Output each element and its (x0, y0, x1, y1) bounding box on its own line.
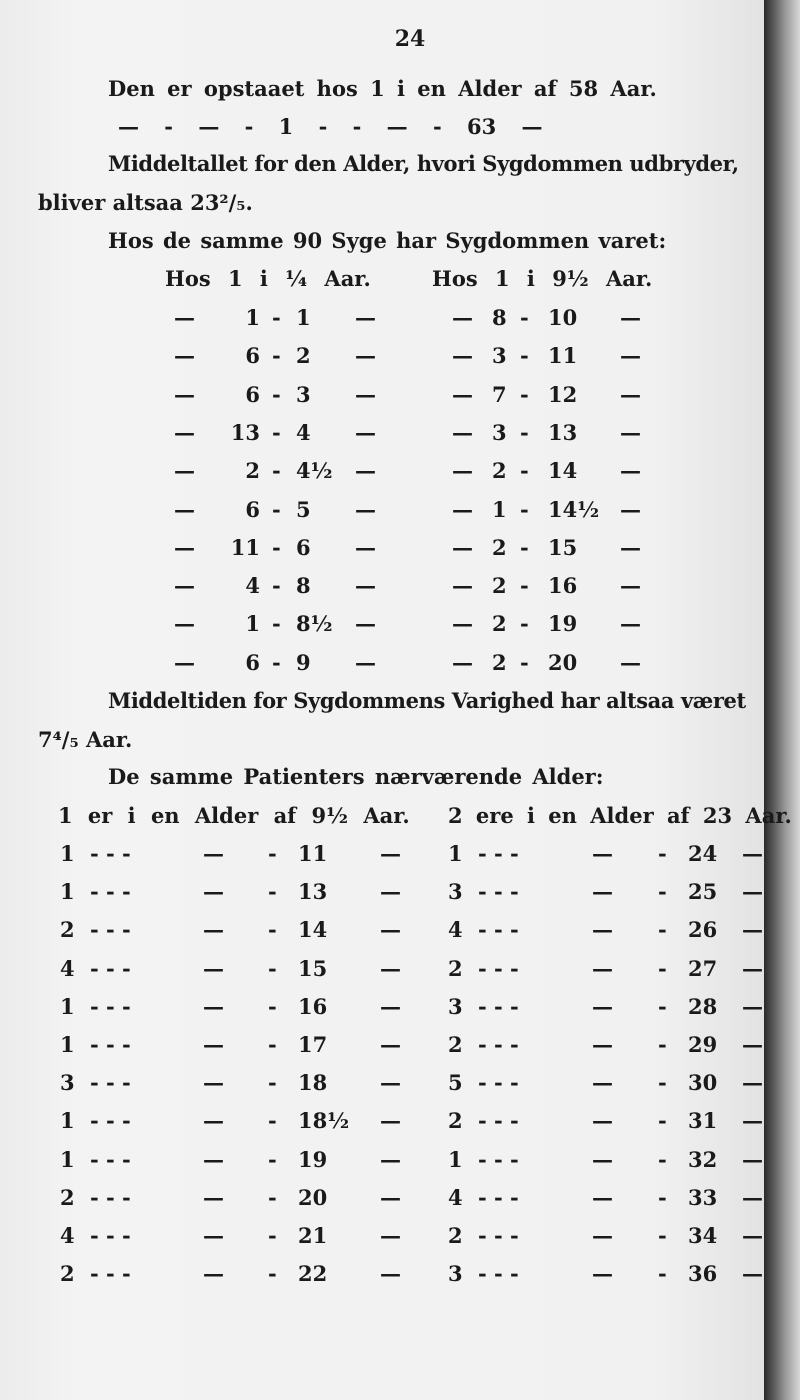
text-line-3: Middeltallet for den Alder, hvori Sygdommen udbryder, (108, 151, 739, 176)
row-dash: — (592, 1146, 613, 1172)
age-left: 19 (298, 1146, 328, 1172)
row-hyphen: - (658, 1032, 667, 1057)
row-dots: - - - (478, 1108, 519, 1134)
row-dash: — (203, 1032, 224, 1057)
row-hyphen: - (658, 1108, 667, 1134)
row-dash: — (380, 1032, 401, 1057)
age-left: 21 (298, 1223, 328, 1248)
row-hyphen: - (268, 917, 277, 943)
row-dash: — (592, 917, 613, 943)
count-left: 1 (60, 841, 75, 866)
row-hyphen: - (272, 573, 281, 599)
row-dash: — (452, 305, 473, 330)
row-dash: — (203, 1146, 224, 1172)
row-hyphen: - (268, 879, 277, 905)
count-left: 6 (245, 381, 260, 407)
row-hyphen: - (658, 1070, 667, 1096)
count-left: 2 (245, 458, 260, 484)
row-dash: — (742, 1032, 763, 1057)
count-left: 3 (60, 1070, 75, 1096)
count-right: 2 (492, 458, 507, 484)
row-dash: — (380, 841, 401, 866)
count-right: 2 (448, 1223, 463, 1248)
row-dash: — (620, 343, 641, 369)
row-hyphen: - (268, 1070, 277, 1096)
row-dots: - - - (478, 841, 519, 866)
text-line-1: Den er opstaaet hos 1 i en Alder af 58 Aar. (108, 76, 657, 101)
years-left: 6 (296, 534, 311, 560)
count-left: 1 (60, 1146, 75, 1172)
row-dash: — (355, 534, 376, 560)
duration-header-left: Hos 1 i ¼ Aar. (165, 266, 371, 291)
row-dots: - - - (90, 841, 131, 866)
row-dash: — (742, 879, 763, 905)
row-dash: — (174, 458, 195, 484)
text-line-7: Middeltiden for Sygdommens Varighed har altsaa været (108, 688, 746, 713)
row-dash: — (174, 343, 195, 369)
row-dash: — (174, 381, 195, 407)
count-right: 2 (492, 534, 507, 560)
row-hyphen: - (520, 573, 529, 599)
age-right: 29 (688, 1032, 718, 1057)
row-hyphen: - (520, 305, 529, 330)
row-hyphen: - (272, 649, 281, 675)
row-dash: — (174, 305, 195, 330)
years-right: 13 (548, 419, 578, 445)
count-left: 6 (245, 496, 260, 522)
age-left: 18½ (298, 1108, 350, 1134)
row-dash: — (742, 1184, 763, 1210)
page-number: 24 (394, 26, 426, 52)
row-dots: - - - (90, 1261, 131, 1287)
row-hyphen: - (272, 419, 281, 445)
row-hyphen: - (272, 496, 281, 522)
row-hyphen: - (268, 1223, 277, 1248)
row-dash: — (355, 381, 376, 407)
count-right: 2 (492, 573, 507, 599)
row-dash: — (620, 649, 641, 675)
row-dash: — (592, 1184, 613, 1210)
row-hyphen: - (268, 1108, 277, 1134)
row-dash: — (592, 841, 613, 866)
row-dash: — (174, 649, 195, 675)
count-right: 3 (492, 343, 507, 369)
row-dash: — (203, 955, 224, 981)
age-right: 28 (688, 993, 718, 1019)
count-left: 1 (245, 611, 260, 637)
row-hyphen: - (520, 419, 529, 445)
row-dash: — (355, 649, 376, 675)
count-left: 2 (60, 1261, 75, 1287)
age-left: 17 (298, 1032, 328, 1057)
row-dash: — (742, 1261, 763, 1287)
row-dash: — (380, 917, 401, 943)
row-hyphen: - (268, 841, 277, 866)
row-dash: — (174, 534, 195, 560)
row-dash: — (452, 573, 473, 599)
row-hyphen: - (658, 1146, 667, 1172)
row-hyphen: - (658, 917, 667, 943)
years-right: 11 (548, 343, 578, 369)
years-right: 16 (548, 573, 578, 599)
years-right: 10 (548, 305, 578, 330)
book-spine (764, 0, 800, 1400)
row-dots: - - - (90, 917, 131, 943)
row-dash: — (452, 534, 473, 560)
row-dash: — (174, 496, 195, 522)
age-right: 24 (688, 841, 718, 866)
count-right: 4 (448, 1184, 463, 1210)
row-hyphen: - (658, 1184, 667, 1210)
row-dots: - - - (478, 1184, 519, 1210)
count-right: 1 (448, 841, 463, 866)
row-dash: — (203, 1184, 224, 1210)
row-dash: — (380, 1184, 401, 1210)
row-dash: — (620, 611, 641, 637)
row-dash: — (620, 305, 641, 330)
row-dash: — (203, 1108, 224, 1134)
age-right: 27 (688, 955, 718, 981)
count-left: 1 (60, 1032, 75, 1057)
count-left: 1 (60, 993, 75, 1019)
row-dots: - - - (478, 955, 519, 981)
row-dash: — (174, 611, 195, 637)
count-right: 2 (448, 1032, 463, 1057)
row-dash: — (742, 917, 763, 943)
row-hyphen: - (268, 1146, 277, 1172)
row-hyphen: - (520, 649, 529, 675)
count-right: 4 (448, 917, 463, 943)
count-right: 2 (448, 955, 463, 981)
count-left: 4 (60, 1223, 75, 1248)
years-left: 8 (296, 573, 311, 599)
row-dash: — (592, 1223, 613, 1248)
row-dash: — (380, 1070, 401, 1096)
age-right: 32 (688, 1146, 718, 1172)
row-dash: — (742, 1108, 763, 1134)
age-right: 34 (688, 1223, 718, 1248)
row-hyphen: - (658, 841, 667, 866)
row-hyphen: - (658, 1261, 667, 1287)
years-right: 19 (548, 611, 578, 637)
row-hyphen: - (658, 1223, 667, 1248)
count-right: 8 (492, 305, 507, 330)
text-line-4: bliver altsaa 23²/₅. (38, 190, 253, 215)
row-dash: — (592, 993, 613, 1019)
age-right: 25 (688, 879, 718, 905)
years-right: 20 (548, 649, 578, 675)
row-dash: — (620, 573, 641, 599)
row-dash: — (174, 573, 195, 599)
age-left: 11 (298, 841, 328, 866)
count-right: 3 (492, 419, 507, 445)
row-dash: — (742, 1070, 763, 1096)
row-dots: - - - (90, 955, 131, 981)
years-left: 4 (296, 419, 311, 445)
row-hyphen: - (520, 343, 529, 369)
row-dash: — (380, 1108, 401, 1134)
row-dots: - - - (90, 879, 131, 905)
row-dots: - - - (478, 1261, 519, 1287)
age-left: 20 (298, 1184, 328, 1210)
count-left: 1 (60, 879, 75, 905)
row-hyphen: - (658, 955, 667, 981)
row-dots: - - - (478, 879, 519, 905)
count-left: 6 (245, 343, 260, 369)
row-dots: - - - (90, 1146, 131, 1172)
row-hyphen: - (268, 955, 277, 981)
row-dash: — (742, 1146, 763, 1172)
row-dash: — (592, 1032, 613, 1057)
row-dash: — (380, 993, 401, 1019)
row-dots: - - - (478, 1070, 519, 1096)
row-dash: — (355, 305, 376, 330)
row-hyphen: - (272, 343, 281, 369)
row-dash: — (452, 649, 473, 675)
row-dash: — (592, 879, 613, 905)
row-hyphen: - (272, 534, 281, 560)
count-left: 6 (245, 649, 260, 675)
row-dash: — (380, 1261, 401, 1287)
count-right: 3 (448, 879, 463, 905)
count-left: 1 (245, 305, 260, 330)
count-left: 4 (60, 955, 75, 981)
row-dash: — (620, 534, 641, 560)
text-line-5: Hos de samme 90 Syge har Sygdommen varet: (108, 228, 667, 253)
age-header-right: 2 ere i en Alder af 23 Aar. (448, 803, 792, 828)
age-left: 18 (298, 1070, 328, 1096)
count-right: 1 (448, 1146, 463, 1172)
row-dash: — (355, 573, 376, 599)
row-dash: — (380, 955, 401, 981)
row-hyphen: - (658, 993, 667, 1019)
row-dots: - - - (90, 1070, 131, 1096)
text-line-9: De samme Patienters nærværende Alder: (108, 764, 604, 789)
row-dash: — (620, 496, 641, 522)
count-left: 1 (60, 1108, 75, 1134)
row-hyphen: - (520, 534, 529, 560)
years-left: 4½ (296, 458, 333, 484)
row-hyphen: - (520, 611, 529, 637)
count-left: 2 (60, 1184, 75, 1210)
row-dash: — (203, 841, 224, 866)
years-left: 9 (296, 649, 311, 675)
age-left: 16 (298, 993, 328, 1019)
row-dash: — (592, 955, 613, 981)
row-dots: - - - (90, 1032, 131, 1057)
row-dash: — (452, 381, 473, 407)
row-hyphen: - (520, 496, 529, 522)
row-dash: — (355, 496, 376, 522)
row-dash: — (355, 458, 376, 484)
row-dash: — (452, 458, 473, 484)
row-dash: — (203, 1070, 224, 1096)
row-dots: - - - (478, 993, 519, 1019)
row-dash: — (174, 419, 195, 445)
count-right: 5 (448, 1070, 463, 1096)
row-dash: — (452, 419, 473, 445)
age-right: 33 (688, 1184, 718, 1210)
row-dots: - - - (90, 993, 131, 1019)
age-left: 14 (298, 917, 328, 943)
row-hyphen: - (268, 993, 277, 1019)
count-right: 1 (492, 496, 507, 522)
age-left: 15 (298, 955, 328, 981)
row-dots: - - - (90, 1223, 131, 1248)
row-dash: — (452, 343, 473, 369)
count-right: 2 (448, 1108, 463, 1134)
count-right: 7 (492, 381, 507, 407)
row-dash: — (742, 955, 763, 981)
text-line-8: 7⁴/₅ Aar. (38, 727, 133, 752)
row-dots: - - - (478, 917, 519, 943)
duration-header-right: Hos 1 i 9½ Aar. (432, 266, 653, 291)
row-dots: - - - (478, 1223, 519, 1248)
age-right: 31 (688, 1108, 718, 1134)
row-dash: — (592, 1070, 613, 1096)
age-left: 22 (298, 1261, 328, 1287)
row-dash: — (742, 993, 763, 1019)
years-right: 12 (548, 381, 578, 407)
row-dash: — (592, 1108, 613, 1134)
age-right: 36 (688, 1261, 718, 1287)
row-dash: — (355, 611, 376, 637)
years-right: 14 (548, 458, 578, 484)
count-right: 3 (448, 1261, 463, 1287)
row-dash: — (203, 1223, 224, 1248)
row-dash: — (742, 841, 763, 866)
row-dash: — (380, 1146, 401, 1172)
row-hyphen: - (272, 381, 281, 407)
row-dash: — (203, 879, 224, 905)
count-left: 13 (230, 419, 260, 445)
years-right: 15 (548, 534, 578, 560)
row-hyphen: - (272, 458, 281, 484)
text-line-2: — - — - 1 - - — - 63 — (118, 114, 543, 139)
row-dash: — (380, 1223, 401, 1248)
row-dash: — (592, 1261, 613, 1287)
row-dash: — (452, 496, 473, 522)
years-left: 5 (296, 496, 311, 522)
row-dots: - - - (478, 1146, 519, 1172)
row-dash: — (620, 458, 641, 484)
count-right: 2 (492, 611, 507, 637)
row-dash: — (203, 917, 224, 943)
row-hyphen: - (520, 381, 529, 407)
row-dash: — (620, 381, 641, 407)
years-left: 3 (296, 381, 311, 407)
row-hyphen: - (658, 879, 667, 905)
row-dash: — (203, 993, 224, 1019)
age-left: 13 (298, 879, 328, 905)
row-hyphen: - (268, 1261, 277, 1287)
row-dash: — (380, 879, 401, 905)
row-dots: - - - (478, 1032, 519, 1057)
count-left: 2 (60, 917, 75, 943)
row-dash: — (355, 343, 376, 369)
years-left: 8½ (296, 611, 333, 637)
years-left: 1 (296, 305, 311, 330)
years-left: 2 (296, 343, 311, 369)
count-left: 4 (245, 573, 260, 599)
row-dots: - - - (90, 1108, 131, 1134)
row-dash: — (203, 1261, 224, 1287)
age-right: 30 (688, 1070, 718, 1096)
row-hyphen: - (268, 1032, 277, 1057)
row-dots: - - - (90, 1184, 131, 1210)
count-right: 3 (448, 993, 463, 1019)
age-header-left: 1 er i en Alder af 9½ Aar. (58, 803, 410, 828)
row-dash: — (452, 611, 473, 637)
years-right: 14½ (548, 496, 600, 522)
row-dash: — (620, 419, 641, 445)
count-right: 2 (492, 649, 507, 675)
row-hyphen: - (520, 458, 529, 484)
row-dash: — (355, 419, 376, 445)
row-hyphen: - (272, 305, 281, 330)
row-hyphen: - (272, 611, 281, 637)
age-right: 26 (688, 917, 718, 943)
row-dash: — (742, 1223, 763, 1248)
row-hyphen: - (268, 1184, 277, 1210)
count-left: 11 (230, 534, 260, 560)
